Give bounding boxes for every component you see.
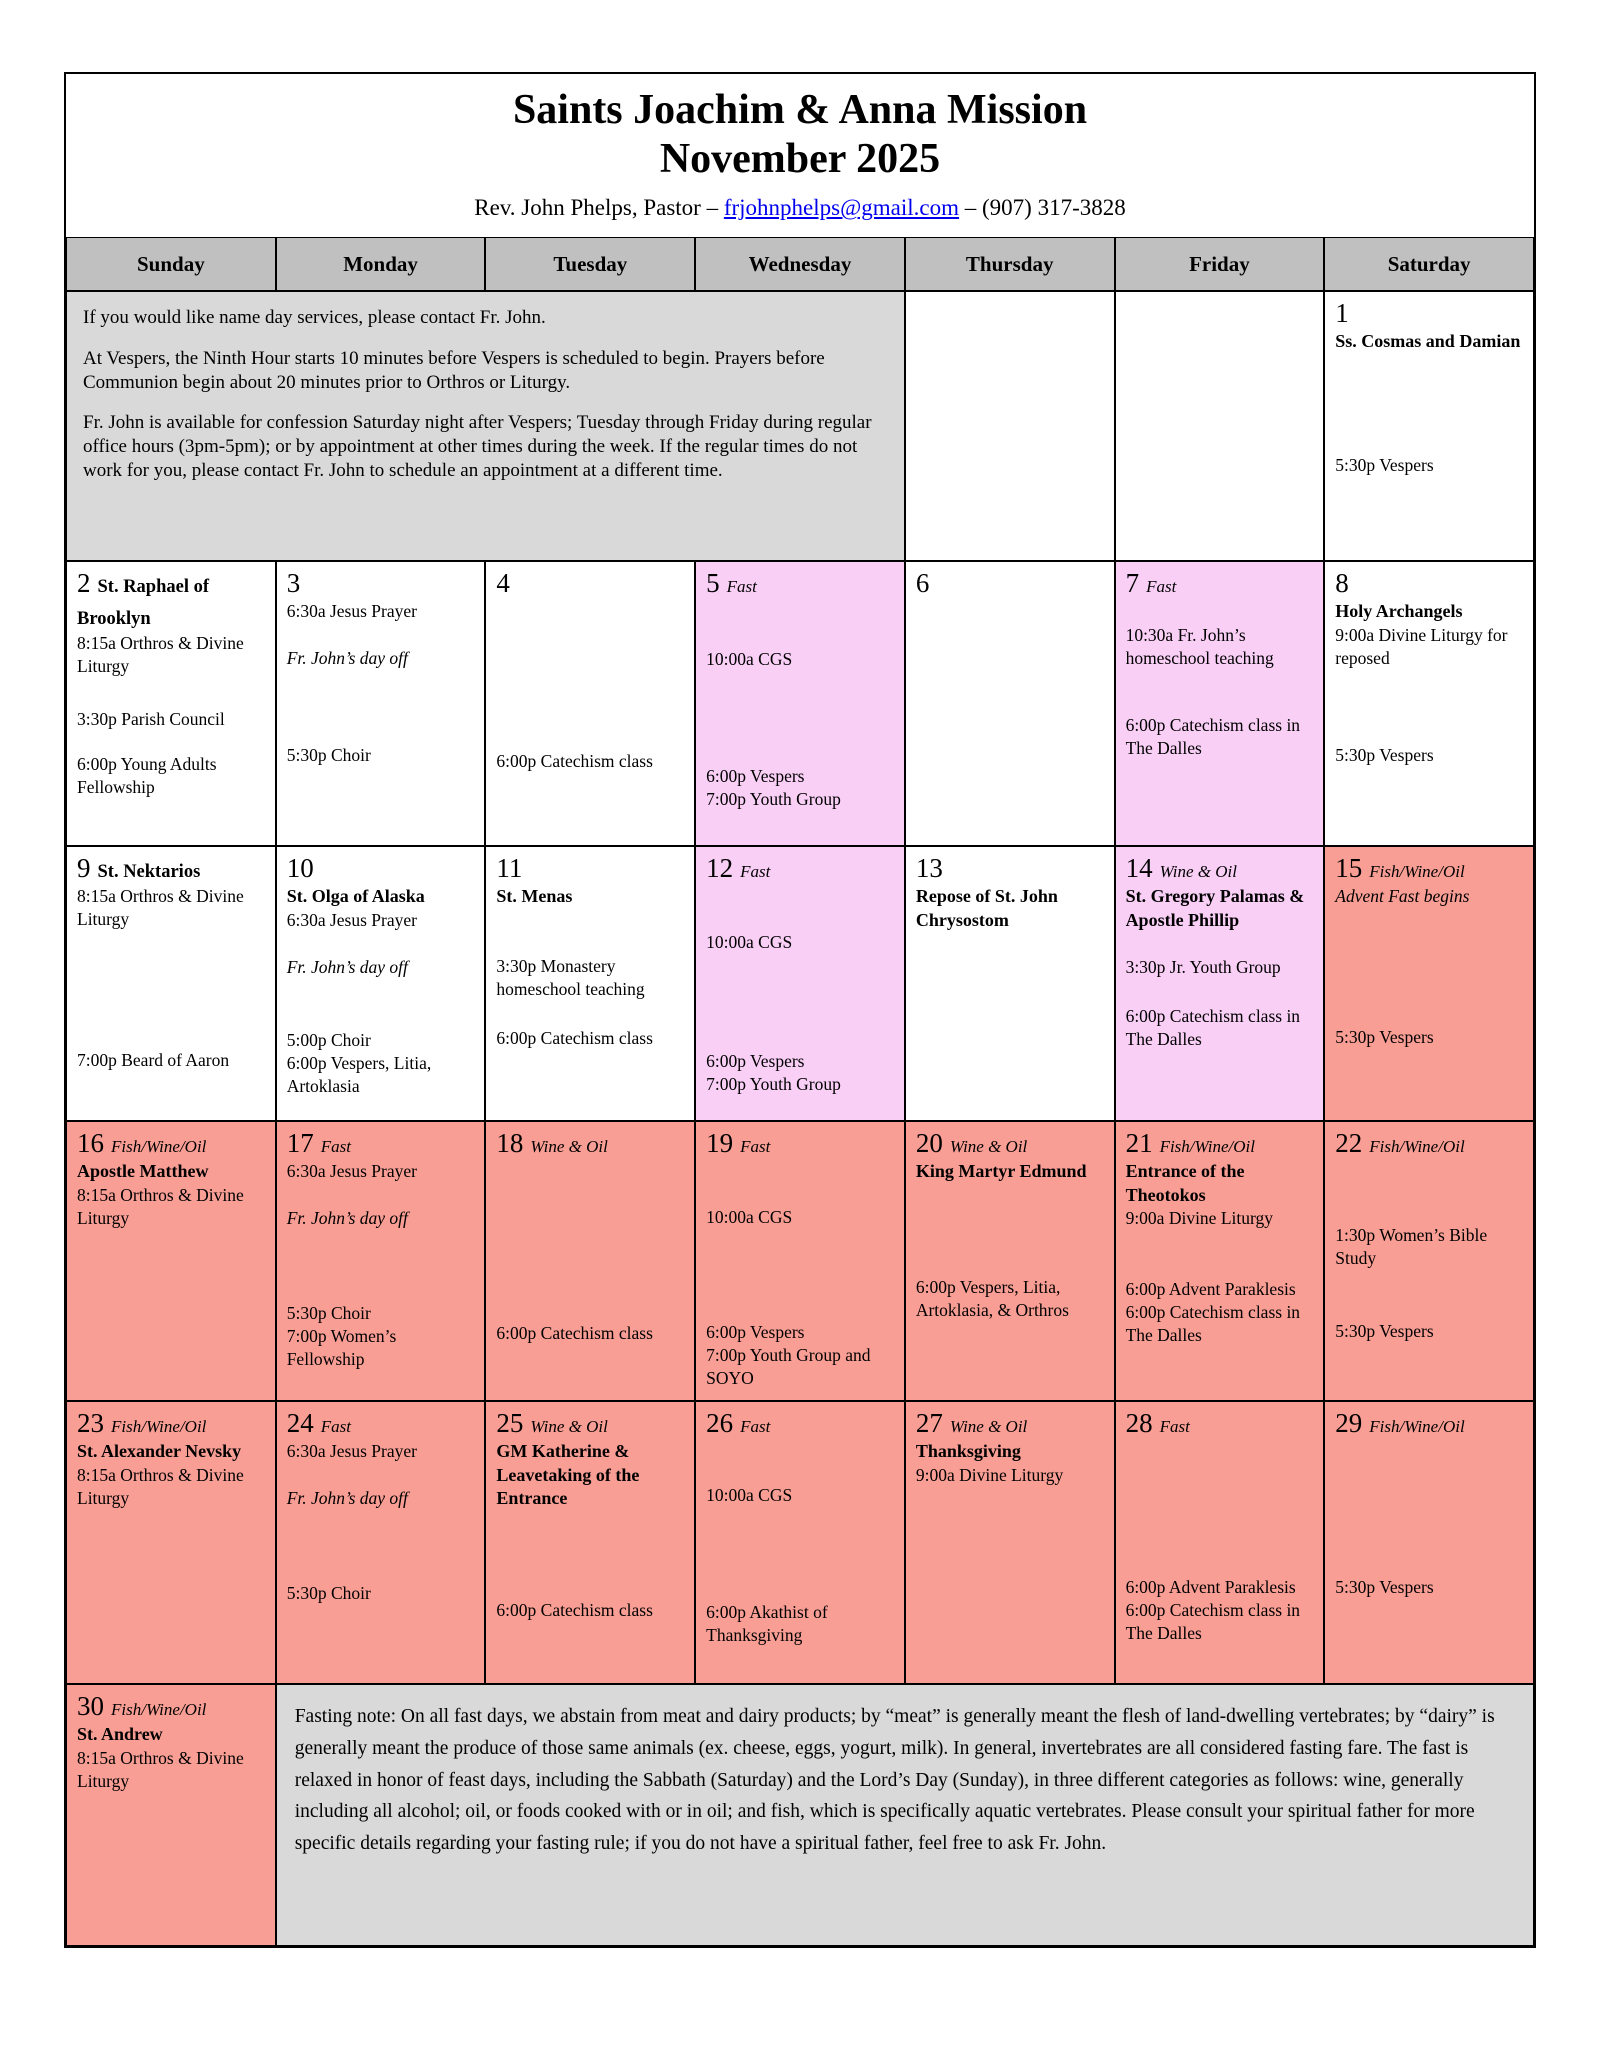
event-line: 6:30a Jesus Prayer — [286, 909, 417, 930]
day-number-row — [1126, 1408, 1314, 1440]
week-row-6 — [66, 1684, 1534, 1946]
pastor-contact-line — [76, 195, 1524, 231]
event-line: 6:00p Advent Paraklesis — [1125, 1279, 1296, 1300]
day-number: 14 — [1125, 853, 1153, 884]
day-number-row — [706, 853, 894, 885]
event-line: 6:30a Jesus Prayer — [286, 601, 417, 622]
note-line: Advent Fast begins — [1335, 886, 1470, 907]
day-number: 3 — [286, 568, 301, 599]
day-cell-18 — [485, 1121, 695, 1401]
event-line: 3:30p Parish Council — [77, 709, 225, 729]
day-cell-13 — [905, 846, 1115, 1121]
day-number-row — [77, 1691, 265, 1723]
day-number: 21 — [1125, 1128, 1153, 1159]
note-line: Fr. John’s day off — [286, 648, 408, 669]
event-line: 6:00p Catechism class — [496, 751, 653, 772]
event-line: 5:30p Choir — [286, 745, 371, 766]
day-cell-30 — [66, 1684, 276, 1946]
event-line: 5:00p Choir — [286, 1029, 371, 1050]
note-line: Fr. John’s day off — [286, 956, 408, 977]
day-number-row — [706, 1408, 894, 1440]
day-cell-6 — [905, 561, 1115, 846]
note-line: Fr. John’s day off — [286, 1488, 408, 1509]
event-line: 6:30a Jesus Prayer — [286, 1441, 417, 1462]
event-line: 5:30p Vespers — [1335, 1027, 1434, 1048]
pastor-email-link[interactable]: frjohnphelps@gmail.com — [723, 195, 960, 221]
event-line: 5:30p Vespers — [1335, 454, 1434, 475]
day-number-row — [1126, 853, 1314, 885]
day-number: 19 — [706, 1128, 734, 1159]
day-cell-28 — [1115, 1401, 1325, 1684]
day-number-row — [1335, 298, 1523, 330]
fast-label: Fast — [740, 862, 771, 882]
saint-name: St. Alexander Nevsky — [77, 1441, 242, 1462]
saint-name: Thanksgiving — [915, 1441, 1021, 1462]
event-line: 5:30p Choir — [286, 1583, 371, 1604]
day-cell-14 — [1115, 846, 1325, 1121]
day-cell-10 — [276, 846, 486, 1121]
event-line: 6:00p Vespers — [706, 1322, 805, 1343]
event-line: 6:00p Vespers — [706, 766, 805, 787]
day-number-row — [706, 1128, 894, 1160]
event-line: 9:00a Divine Liturgy — [915, 1464, 1064, 1485]
event-line: 6:00p Vespers — [706, 1051, 805, 1072]
day-cell-5 — [695, 561, 905, 846]
day-number: 20 — [915, 1128, 943, 1159]
day-number: 16 — [77, 1128, 104, 1159]
saint-name: St. Olga of Alaska — [286, 886, 425, 907]
weekday-header-wednesday: Wednesday — [695, 237, 905, 291]
day-number: 5 — [706, 568, 720, 599]
fast-label: Fast — [320, 1417, 351, 1437]
event-line: 8:15a Orthros & Divine Liturgy — [77, 1184, 244, 1228]
event-line: 6:00p Catechism class — [496, 1027, 653, 1048]
calendar-header — [66, 74, 1534, 237]
day-number: 10 — [286, 853, 314, 884]
saint-name: St. Andrew — [77, 1724, 163, 1745]
day-number-row — [916, 853, 1104, 885]
fast-label: Wine & Oil — [530, 1417, 608, 1437]
saint-name: GM Katherine & Leavetaking of the Entrance — [496, 1441, 640, 1509]
fasting-note-cell — [276, 1684, 1534, 1946]
fast-label: Fast — [740, 1417, 771, 1437]
event-line: 6:00p Catechism class in The Dalles — [1125, 1302, 1301, 1346]
week-row-2 — [66, 561, 1534, 846]
day-number-row — [916, 568, 1104, 600]
day-cell-12 — [695, 846, 905, 1121]
saint-name: Apostle Matthew — [77, 1161, 209, 1182]
day-cell-8 — [1324, 561, 1534, 846]
day-number-row — [916, 1128, 1104, 1160]
day-number: 25 — [496, 1408, 524, 1439]
day-number-row — [1335, 568, 1523, 600]
note-line: Fr. John’s day off — [286, 1208, 408, 1229]
week-row-5 — [66, 1401, 1534, 1684]
day-number: 15 — [1335, 853, 1363, 884]
day-number: 30 — [77, 1691, 104, 1722]
day-number: 13 — [915, 853, 943, 884]
fast-label: Fish/Wine/Oil — [111, 1137, 207, 1157]
day-cell-4 — [485, 561, 695, 846]
event-line: 7:00p Youth Group and SOYO — [706, 1345, 871, 1389]
day-number: 22 — [1335, 1128, 1363, 1159]
weekday-header-sunday: Sunday — [66, 237, 276, 291]
event-line: 1:30p Women’s Bible Study — [1335, 1225, 1488, 1269]
day-number: 24 — [286, 1408, 314, 1439]
event-line: 5:30p Vespers — [1335, 1577, 1434, 1598]
week-row-1 — [66, 291, 1534, 561]
event-line: 6:30a Jesus Prayer — [286, 1161, 417, 1182]
day-cell-21 — [1115, 1121, 1325, 1401]
empty-day-cell — [905, 291, 1115, 561]
weekday-header-tuesday: Tuesday — [485, 237, 695, 291]
day-number: 8 — [1335, 568, 1349, 599]
saint-name: Repose of St. John Chrysostom — [915, 886, 1058, 930]
day-cell-27 — [905, 1401, 1115, 1684]
day-number: 28 — [1125, 1408, 1153, 1439]
event-line: 6:00p Akathist of Thanksgiving — [706, 1602, 828, 1646]
event-line: 3:30p Monastery homeschool teaching — [496, 955, 645, 999]
weekday-header-saturday: Saturday — [1324, 237, 1534, 291]
event-line: 5:30p Vespers — [1335, 1321, 1434, 1342]
day-cell-20 — [905, 1121, 1115, 1401]
fast-label: Fish/Wine/Oil — [1369, 1137, 1465, 1157]
day-cell-16 — [66, 1121, 276, 1401]
day-number: 4 — [496, 568, 510, 599]
saint-name: Entrance of the Theotokos — [1125, 1161, 1245, 1205]
event-line: 7:00p Youth Group — [706, 1074, 841, 1095]
week-row-4 — [66, 1121, 1534, 1401]
day-number: 7 — [1125, 568, 1140, 599]
day-number-row — [287, 1128, 475, 1160]
day-cell-3 — [276, 561, 486, 846]
fast-label: Wine & Oil — [1159, 862, 1238, 882]
day-number-row — [706, 568, 894, 600]
event-line: 6:00p Vespers, Litia, Artoklasia — [286, 1052, 432, 1096]
event-line: 5:30p Vespers — [1335, 744, 1434, 765]
day-cell-19 — [695, 1121, 905, 1401]
event-line: 8:15a Orthros & Divine Liturgy — [77, 1464, 244, 1508]
day-cell-11 — [485, 846, 695, 1121]
day-cell-7 — [1115, 561, 1325, 846]
day-number-row — [496, 568, 684, 600]
event-line: 6:00p Catechism class in The Dalles — [1125, 1600, 1301, 1644]
weekday-header-monday: Monday — [276, 237, 486, 291]
day-cell-29 — [1324, 1401, 1534, 1684]
day-number: 12 — [706, 853, 734, 884]
day-number-row — [496, 1128, 684, 1160]
event-line: 8:15a Orthros & Divine Liturgy — [77, 633, 244, 677]
fast-label: Fish/Wine/Oil — [111, 1700, 207, 1720]
event-line: 6:00p Advent Paraklesis — [1125, 1577, 1296, 1598]
event-line: 9:00a Divine Liturgy for reposed — [1335, 624, 1508, 668]
day-number: 11 — [496, 853, 523, 884]
saint-name: St. Gregory Palamas & Apostle Phillip — [1125, 886, 1305, 930]
fasting-note-paragraph: Fasting note: On all fast days, we abstain from meat and dairy products; by “meat” is generally meant the flesh of land-dwelling vertebrates; by “dairy” is generally meant the produce of those same animals (ex. cheese, eggs, yogurt, milk). In general, invertebrates are all considered fasting fare. The fast is relaxed in honor of feast days, including the Sabbath (Saturday) and the Lord’s Day (Sunday), in three different categories as follows: wine, generally including all alcohol; oil, or foods cooked with or in oil; and fish, which is specifically aquatic vertebrates. Please consult your spiritual father for more specific details regarding your fasting rule; if you do not have a spiritual father, feel free to ask Fr. John. — [294, 1706, 1495, 1854]
day-cell-24 — [276, 1401, 486, 1684]
fast-label: Fast — [740, 1137, 771, 1157]
event-line: 7:00p Youth Group — [706, 789, 841, 810]
event-line: 7:00p Beard of Aaron — [77, 1050, 230, 1071]
day-cell-22 — [1324, 1121, 1534, 1401]
event-line: 10:00a CGS — [706, 1485, 793, 1506]
event-line: 9:00a Divine Liturgy — [1125, 1208, 1273, 1229]
event-line: 10:30a Fr. John’s homeschool teaching — [1125, 625, 1274, 669]
event-line: 10:00a CGS — [706, 1207, 793, 1228]
day-number-row — [1126, 568, 1314, 600]
day-cell-26 — [695, 1401, 905, 1684]
day-number: 9 — [77, 853, 91, 884]
day-number-row — [916, 1408, 1104, 1440]
day-cell-23 — [66, 1401, 276, 1684]
event-line: 8:15a Orthros & Divine Liturgy — [77, 886, 244, 930]
day-number-row — [77, 853, 265, 885]
day-number: 29 — [1335, 1408, 1363, 1439]
empty-day-cell — [1115, 291, 1325, 561]
fast-label: Fast — [726, 577, 757, 597]
pastor-name: Rev. John Phelps, Pastor – — [474, 195, 724, 221]
fast-label: Fish/Wine/Oil — [1159, 1137, 1255, 1157]
fast-label: Fish/Wine/Oil — [111, 1417, 207, 1437]
event-line: 5:30p Choir — [286, 1303, 371, 1324]
announcement-paragraph: If you would like name day services, please contact Fr. John. — [83, 307, 546, 329]
fast-label: Fish/Wine/Oil — [1369, 862, 1465, 882]
weekday-header-thursday: Thursday — [905, 237, 1115, 291]
day-number-row — [1126, 1128, 1314, 1160]
saint-name: Ss. Cosmas and Damian — [1335, 331, 1521, 352]
day-number: 17 — [286, 1128, 314, 1159]
weekday-header-row — [66, 237, 1534, 291]
day-number-row — [1335, 1128, 1523, 1160]
day-number-row — [287, 1408, 475, 1440]
mission-name: Saints Joachim & Anna Mission — [512, 87, 1088, 133]
pastor-phone: – (907) 317-3828 — [959, 195, 1126, 221]
day-cell-17 — [276, 1121, 486, 1401]
event-line: 10:00a CGS — [706, 649, 793, 670]
fast-label: Fast — [1146, 577, 1177, 597]
event-line: 7:00p Women’s Fellowship — [286, 1326, 397, 1369]
day-cell-9 — [66, 846, 276, 1121]
day-number-row — [287, 853, 475, 885]
fast-label: Fish/Wine/Oil — [1369, 1417, 1465, 1437]
day-number: 1 — [1335, 298, 1349, 329]
day-number: 2 — [77, 568, 91, 599]
day-number-row — [496, 853, 684, 885]
day-cell-2 — [66, 561, 276, 846]
fast-label: Fast — [1159, 1417, 1190, 1437]
day-number-row — [1335, 1408, 1523, 1440]
event-line: 6:00p Catechism class — [496, 1600, 653, 1621]
weekday-header-friday: Friday — [1115, 237, 1325, 291]
fast-label: Wine & Oil — [949, 1417, 1028, 1437]
day-number: 18 — [496, 1128, 524, 1159]
calendar-grid — [66, 291, 1534, 1946]
event-line: 6:00p Vespers, Litia, Artoklasia, & Orthros — [915, 1276, 1069, 1320]
day-cell-25 — [485, 1401, 695, 1684]
day-number: 26 — [706, 1408, 734, 1439]
day-number-row — [1335, 853, 1523, 885]
day-number-row — [496, 1408, 684, 1440]
saint-name: St. Nektarios — [97, 862, 201, 883]
announcement-paragraph: At Vespers, the Ninth Hour starts 10 minutes before Vespers is scheduled to begin. Prayers before Communion begin about 20 minutes prior to Orthros or Liturgy. — [83, 347, 825, 393]
day-number: 27 — [915, 1408, 943, 1439]
event-line: 10:00a CGS — [706, 932, 793, 953]
day-number: 23 — [77, 1408, 104, 1439]
day-cell-15 — [1324, 846, 1534, 1121]
saint-name: St. Menas — [496, 886, 573, 907]
event-line: 6:00p Catechism class — [496, 1323, 653, 1344]
fast-label: Fast — [320, 1137, 351, 1157]
day-number: 6 — [915, 568, 930, 599]
event-line: 6:00p Catechism class in The Dalles — [1125, 715, 1301, 759]
page-title — [76, 86, 1524, 183]
calendar-frame — [64, 72, 1536, 1948]
fast-label: Wine & Oil — [949, 1137, 1028, 1157]
announcement-paragraph: Fr. John is available for confession Saturday night after Vespers; Tuesday through Friday during regular office hours (3pm-5pm); or by appointment at other times during the week. If the regular times do not work for you, please contact Fr. John to schedule an appointment at a different time. — [83, 411, 872, 482]
month-year: November 2025 — [659, 135, 941, 182]
saint-name: St. Raphael of Brooklyn — [77, 577, 210, 630]
day-cell-1 — [1324, 291, 1534, 561]
day-number-row — [77, 1408, 265, 1440]
day-number-row — [77, 568, 265, 632]
event-line: 6:00p Catechism class in The Dalles — [1125, 1006, 1301, 1050]
event-line: 3:30p Jr. Youth Group — [1125, 957, 1281, 978]
event-line: 6:00p Young Adults Fellowship — [77, 753, 217, 797]
fast-label: Wine & Oil — [530, 1137, 608, 1157]
day-number-row — [287, 568, 475, 600]
event-line: 8:15a Orthros & Divine Liturgy — [77, 1747, 244, 1791]
week-row-3 — [66, 846, 1534, 1121]
day-number-row — [77, 1128, 265, 1160]
announcements-cell — [66, 291, 905, 561]
saint-name: King Martyr Edmund — [915, 1161, 1087, 1182]
saint-name: Holy Archangels — [1335, 601, 1463, 622]
